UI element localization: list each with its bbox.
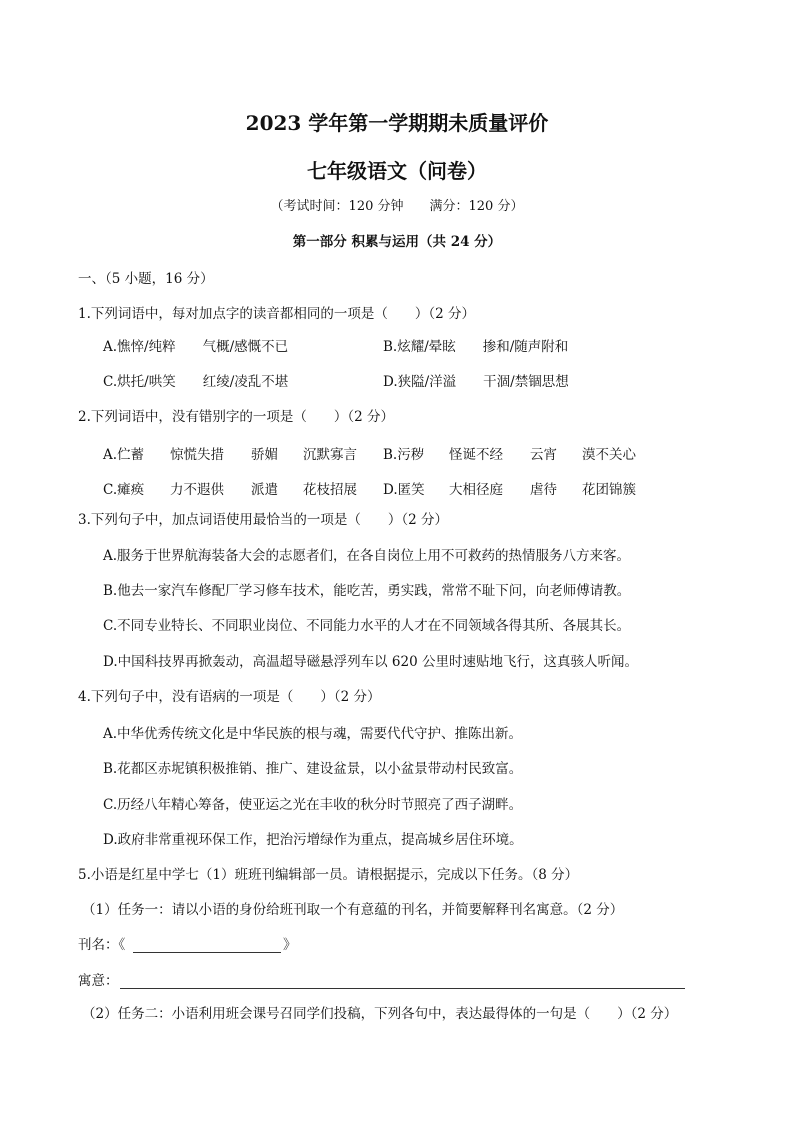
q5-task1: （1）任务一：请以小语的身份给班刊取一个有意蕴的刊名，并简要解释刊名寓意。（2 分）	[82, 902, 624, 918]
part-title: 第一部分 积累与运用（共 24 分）	[292, 234, 502, 250]
q2-option-d-word: 虐待	[530, 482, 557, 498]
q2-option-c-word: 花枝招展	[303, 482, 357, 498]
q5-task2: （2）任务二：小语利用班会课号召同学们投稿，下列各句中，表达最得体的一句是（ ）（2 分）	[82, 1006, 678, 1022]
q3-option-d: D.中国科技界再掀轰动，高温超导磁悬浮列车以 620 公里时速贴地飞行，这真骇人听闻。	[103, 654, 638, 670]
q4-option-b: B.花都区赤坭镇积极推销、推广、建设盆景，以小盆景带动村民致富。	[103, 761, 523, 777]
q2-option-a-word: 沉默寡言	[303, 447, 357, 463]
q4-stem: 4.下列句子中，没有语病的一项是（ ）（2 分）	[78, 689, 381, 705]
q2-stem: 2.下列词语中，没有错别字的一项是（ ）（2 分）	[78, 409, 395, 425]
q2-option-d-word: 花团锦簇	[582, 482, 636, 498]
name-answer-line[interactable]	[133, 952, 281, 953]
q3-option-b: B.他去一家汽车修配厂学习修车技术，能吃苦，勇实践，常常不耻下问，向老师傅请教。	[103, 583, 631, 599]
q5-stem: 5.小语是红星中学七（1）班班刊编辑部一员。请根据提示，完成以下任务。（8 分）	[78, 867, 579, 883]
q2-option-d-word: 大相径庭	[449, 482, 503, 498]
meaning-label: 寓意：	[78, 973, 119, 989]
q4-option-a: A.中华优秀传统文化是中华民族的根与魂，需要代代守护、推陈出新。	[103, 726, 523, 742]
q2-option-b-label: B.污秽	[383, 447, 425, 463]
q2-option-b-word: 怪诞不经	[449, 447, 503, 463]
name-label: 刊名：《	[78, 937, 126, 953]
q3-stem: 3.下列句子中，加点词语使用最恰当的一项是（ ）（2 分）	[78, 512, 449, 528]
q3-option-c: C.不同专业特长、不同职业岗位、不同能力水平的人才在不同领域各得其所、各展其长。	[103, 618, 631, 634]
q1-option-c: C.烘托/哄笑 红绫/凌乱不堪	[103, 374, 289, 390]
q2-option-b-word: 云宵	[530, 447, 557, 463]
exam-subtitle: 七年级语文（问卷）	[307, 159, 487, 183]
q1-option-d: D.狭隘/洋溢 干涸/禁锢思想	[383, 374, 569, 390]
q2-option-c-word: 派遣	[251, 482, 278, 498]
name-close: 》	[283, 937, 297, 953]
q1-option-a: A.憔悴/纯粹 气概/感慨不已	[103, 339, 289, 355]
exam-info: （考试时间：120 分钟 满分：120 分）	[270, 199, 524, 214]
meaning-answer-line[interactable]	[120, 988, 685, 989]
q2-option-a-label: A.伫蓄	[103, 447, 145, 463]
q4-option-c: C.历经八年精心筹备，使亚运之光在丰收的秋分时节照亮了西子湖畔。	[103, 797, 523, 813]
q3-option-a: A.服务于世界航海装备大会的志愿者们，在各自岗位上用不可救药的热情服务八方来客。	[103, 548, 631, 564]
q1-option-b: B.炫耀/晕眩 掺和/随声附和	[383, 339, 569, 355]
q2-option-a-word: 骄媚	[251, 447, 278, 463]
q1-stem: 1.下列词语中，每对加点字的读音都相同的一项是（ ）（2 分）	[78, 306, 476, 322]
q2-option-a-word: 惊慌失措	[170, 447, 224, 463]
exam-title: 2023 学年第一学期期未质量评价	[245, 111, 549, 135]
section-heading: 一、（5 小题，16 分）	[78, 271, 214, 287]
q2-option-b-word: 漠不关心	[582, 447, 636, 463]
q4-option-d: D.政府非常重视环保工作，把治污增绿作为重点，提高城乡居住环境。	[103, 832, 523, 848]
q2-option-d-label: D.匿笑	[383, 482, 425, 498]
q2-option-c-word: 力不遐供	[170, 482, 224, 498]
q2-option-c-label: C.瘫痪	[103, 482, 145, 498]
